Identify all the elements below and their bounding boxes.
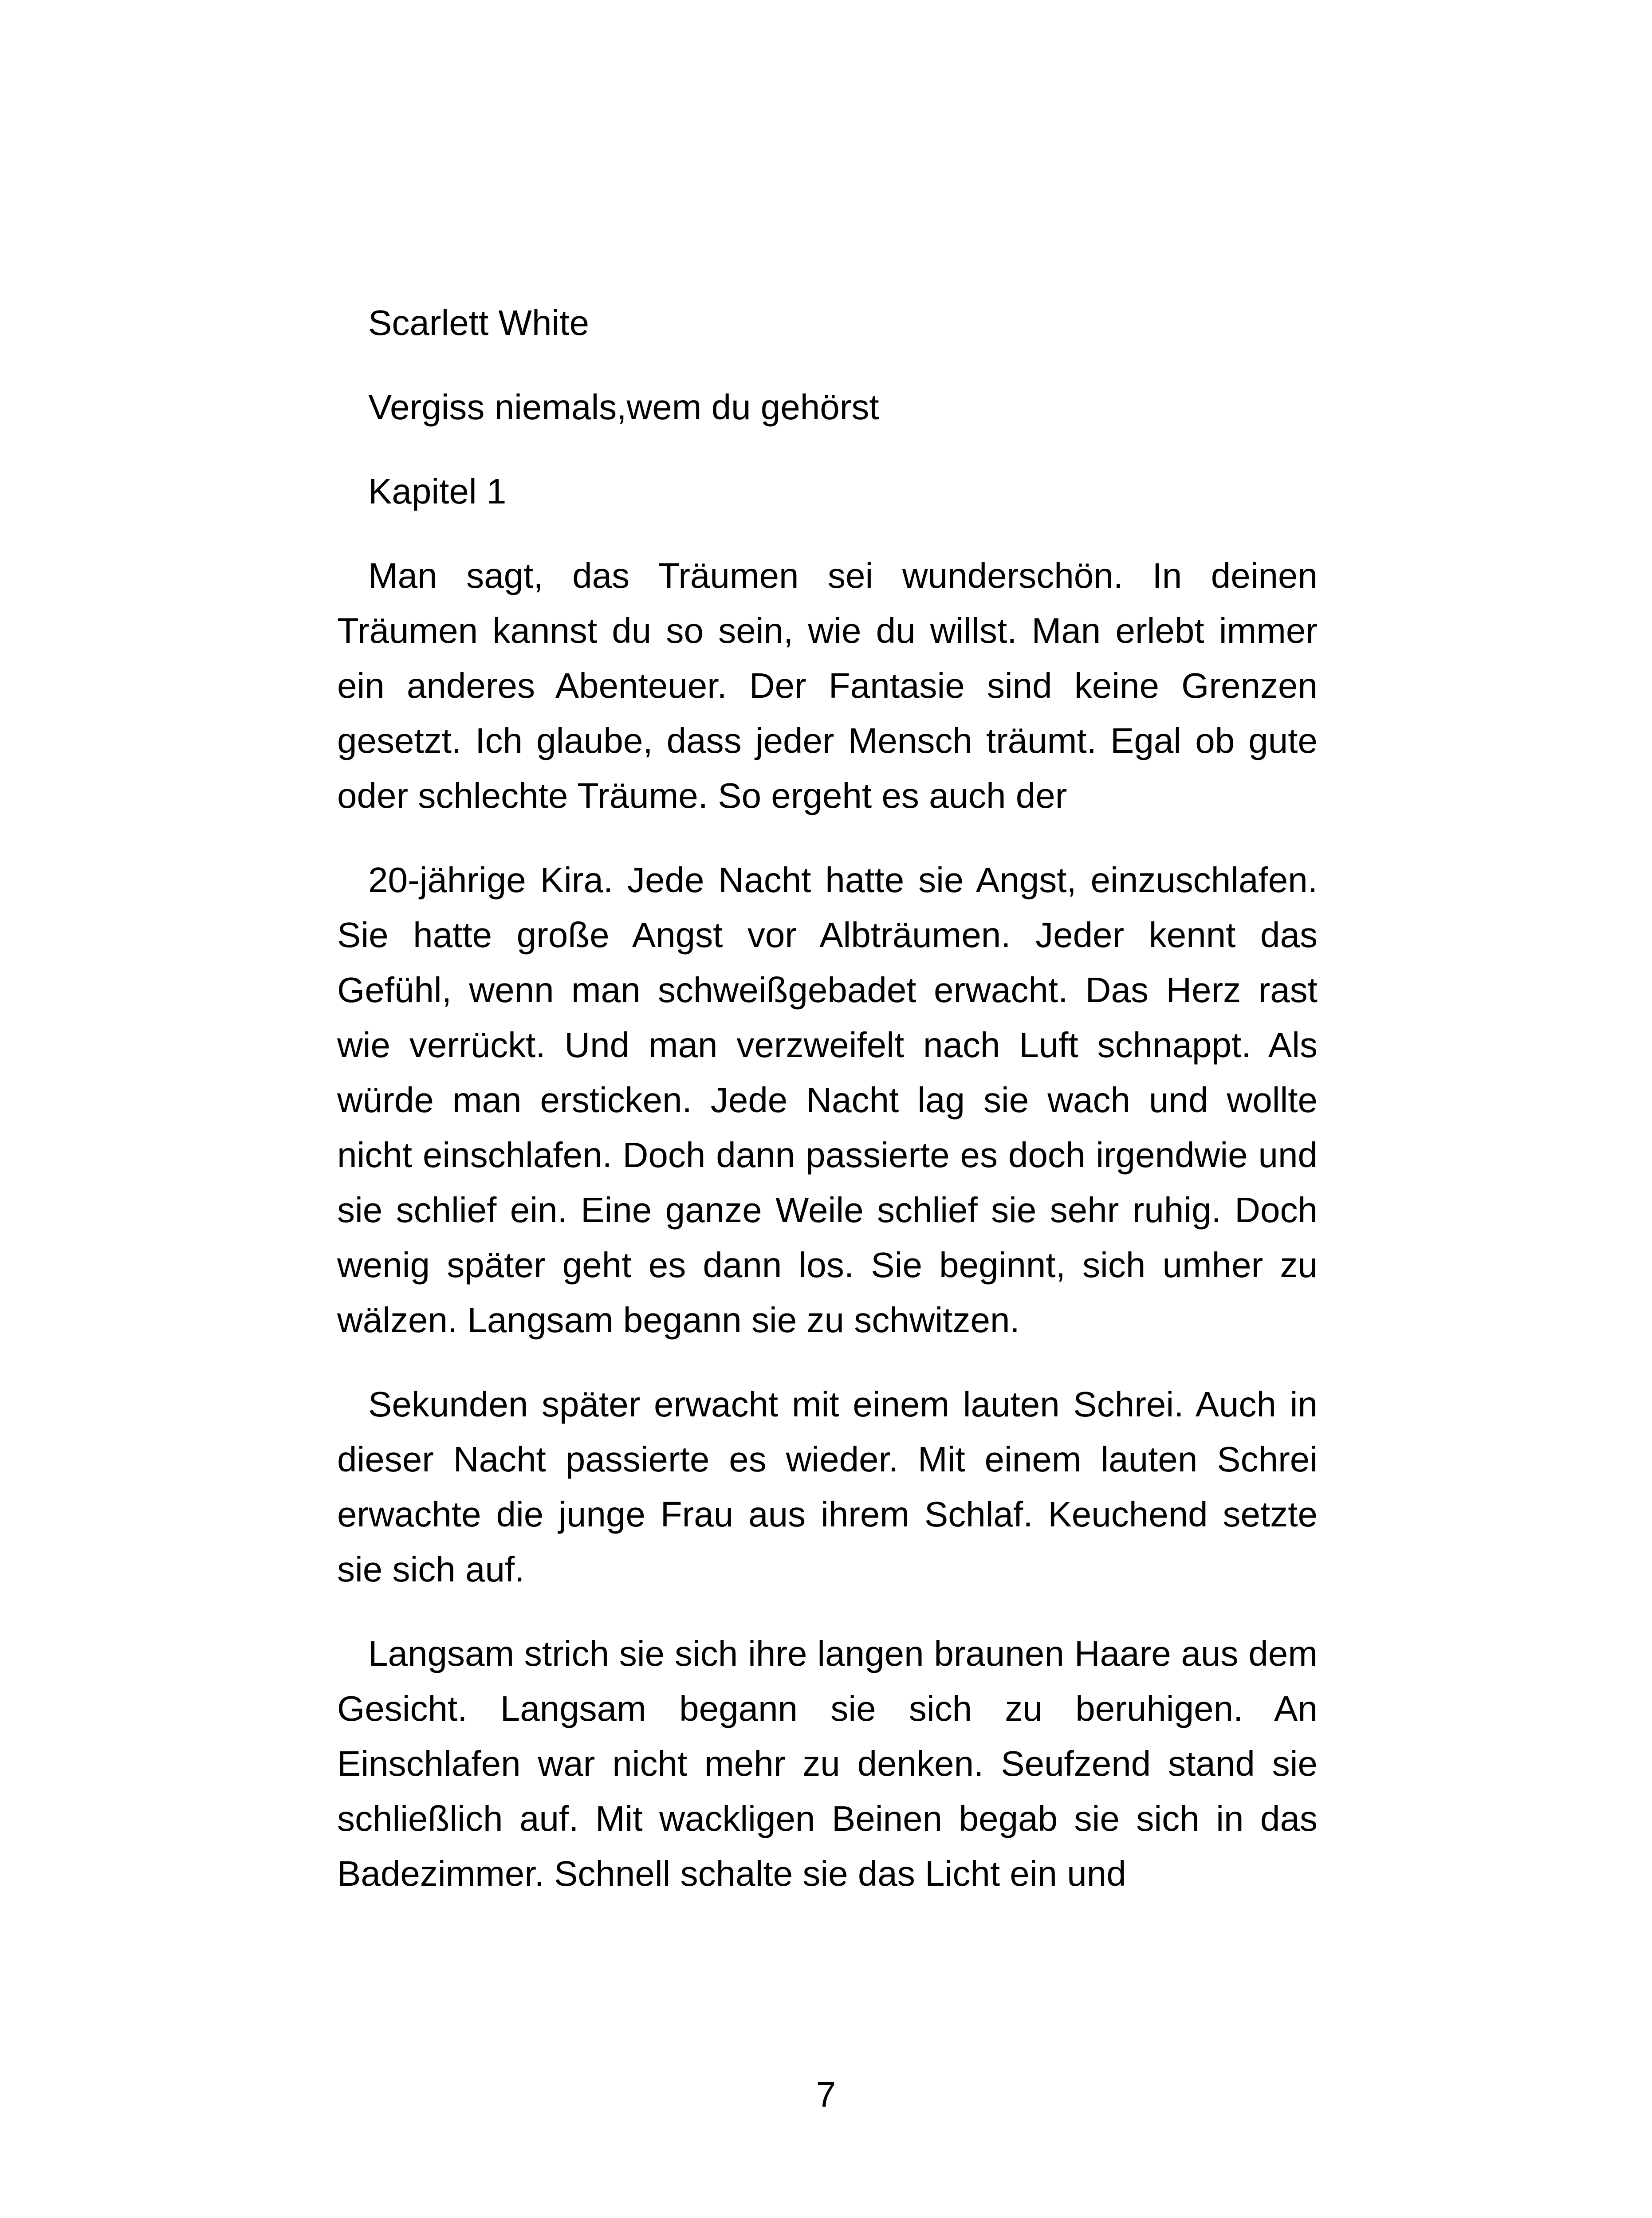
paragraph-1: Man sagt, das Träumen sei wunderschön. In deinen Träumen kannst du so sein, wie du willst. Man erlebt immer ein anderes Abenteuer. Der Fantasie sind keine Grenzen gesetzt. Ich glaube, dass jeder Mensch träumt. Egal ob gute oder schlechte Träume. So ergeht es auch der [337,556,1318,815]
chapter-heading: Kapitel 1 [368,472,507,511]
paragraph-3: Sekunden später erwacht mit einem lauten Schrei. Auch in dieser Nacht passierte es wieder. Mit einem lauten Schrei erwachte die junge Frau aus ihrem Schlaf. Keuchend setzte sie sich auf. [337,1384,1318,1589]
paragraph-2: 20-jährige Kira. Jede Nacht hatte sie Angst, einzuschlafen. Sie hatte große Angst vor Albträumen. Jeder kennt das Gefühl, wenn man schweißgebadet erwacht. Das Herz rast wie verrückt. Und man verzweifelt nach Luft schnappt. Als würde man ersticken. Jede Nacht lag sie wach und wollte nicht einschlafen. Doch dann passierte es doch irgendwie und sie schlief ein. Eine ganze Weile schlief sie sehr ruhig. Doch wenig später geht es dann los. Sie beginnt, sich umher zu wälzen. Langsam begann sie zu schwitzen. [337,860,1318,1340]
book-title: Vergiss niemals,wem du gehörst [368,387,879,427]
text-block [337,295,1318,1931]
author-line: Scarlett White [368,303,589,342]
page-number: 7 [816,2075,836,2114]
paragraph-4: Langsam strich sie sich ihre langen braunen Haare aus dem Gesicht. Langsam begann sie sich zu beruhigen. An Einschlafen war nicht mehr zu denken. Seufzend stand sie schließlich auf. Mit wackligen Beinen begab sie sich in das Badezimmer. Schnell schalte sie das Licht ein und [337,1634,1318,1893]
